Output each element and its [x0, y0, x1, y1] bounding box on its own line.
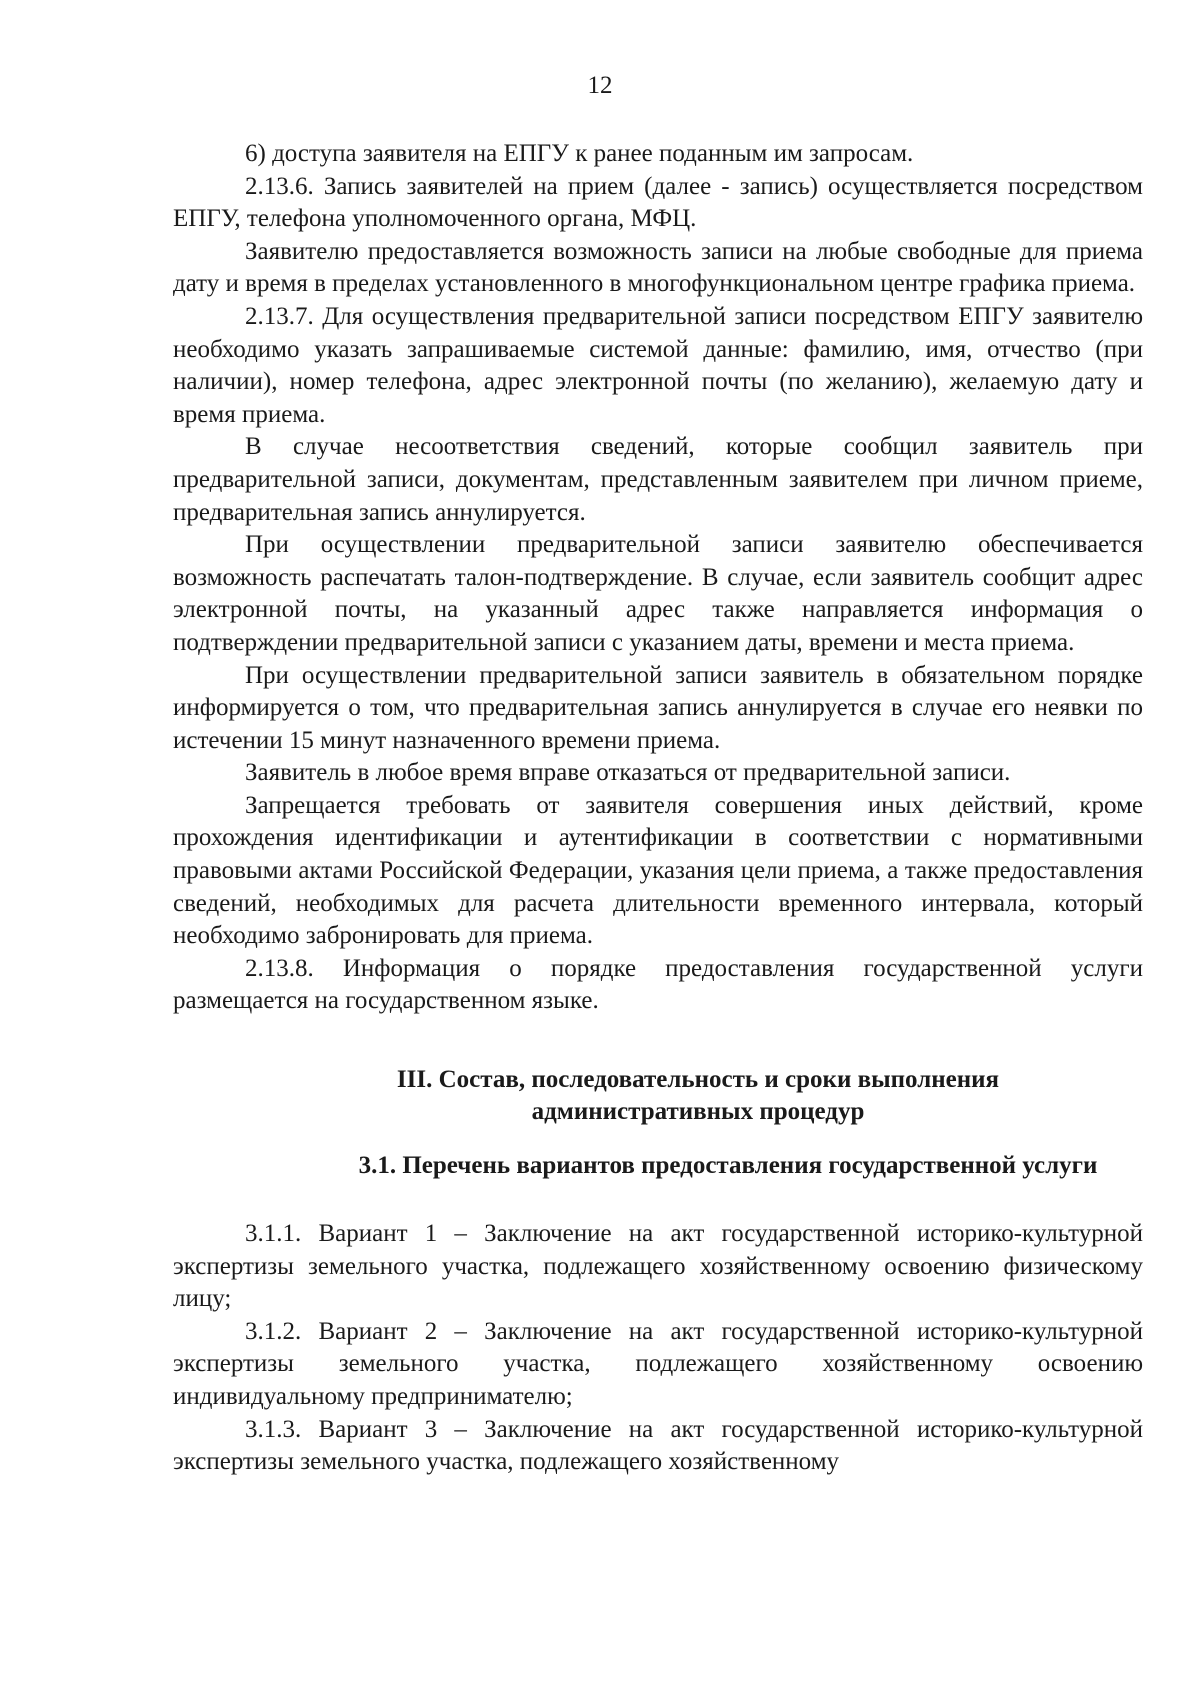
- paragraph-refusal: Заявитель в любое время вправе отказаться от предварительной записи.: [245, 759, 1011, 787]
- paragraph-item-6: 6) доступа заявителя на ЕПГУ к ранее поданным им запросам.: [245, 140, 914, 167]
- paragraph-2-13-8: 2.13.8. Информация о порядке предоставления государственной услуги размещается на государственном языке.: [173, 954, 1143, 1015]
- section-heading: [173, 1064, 1143, 1128]
- paragraph-coupon: При осуществлении предварительной записи заявителю обеспечивается возможность распечатать талон-подтверждение. В случае, если заявитель сообщит адрес электронной почты, на указанный адрес также направляется информация о подтверждении предварительной записи с указанием даты, времени и места приема.: [173, 531, 1143, 656]
- variants-list: [173, 1218, 1143, 1479]
- paragraph-mismatch: В случае несоответствия сведений, которые сообщил заявитель при предварительной записи, документам, представленным заявителем при личном приеме, предварительная запись аннулируется.: [173, 433, 1143, 526]
- page-number: 12: [587, 72, 613, 99]
- section-heading-line-1: III. Состав, последовательность и сроки выполнения: [396, 1066, 1000, 1094]
- variant-item: 3.1.1. Вариант 1 – Заключение на акт государственной историко-культурной экспертизы земельного участка, подлежащего хозяйственному освоению физическому лицу;: [173, 1220, 1143, 1313]
- paragraph-appointment-options: Заявителю предоставляется возможность записи на любые свободные для приема дату и время в пределах установленного в многофункциональном центре графика приема.: [173, 237, 1143, 298]
- variant-item: 3.1.3. Вариант 3 – Заключение на акт государственной историко-культурной экспертизы земельного участка, подлежащего хозяйственному: [173, 1415, 1143, 1476]
- section-heading-line-2: административных процедур: [531, 1098, 865, 1126]
- paragraph-2-13-7: 2.13.7. Для осуществления предварительной записи посредством ЕПГУ заявителю необходимо указать запрашиваемые системой данные: фамилию, имя, отчество (при наличии), номер телефона, адрес электронной почты (по желанию), желаемую дату и время приема.: [173, 302, 1143, 428]
- paragraph-prohibition: Запрещается требовать от заявителя совершения иных действий, кроме прохождения идентификации и аутентификации в соответствии с нормативными правовыми актами Российской Федерации, указания цели приема, а также предоставления сведений, необходимых для расчета длительности временного интервала, который необходимо забронировать для приема.: [173, 791, 1143, 950]
- document-body: [173, 138, 1143, 1479]
- subsection-heading: 3.1. Перечень вариантов предоставления государственной услуги: [358, 1152, 1098, 1180]
- paragraph-cancellation: При осуществлении предварительной записи заявитель в обязательном порядке информируется о том, что предварительная запись аннулируется в случае его неявки по истечении 15 минут назначенного времени приема.: [173, 661, 1143, 754]
- variant-item: 3.1.2. Вариант 2 – Заключение на акт государственной историко-культурной экспертизы земельного участка, подлежащего хозяйственному освоению индивидуальному предпринимателю;: [173, 1317, 1143, 1410]
- paragraph-2-13-6: 2.13.6. Запись заявителей на прием (далее - запись) осуществляется посредством ЕПГУ, телефона уполномоченного органа, МФЦ.: [173, 172, 1143, 233]
